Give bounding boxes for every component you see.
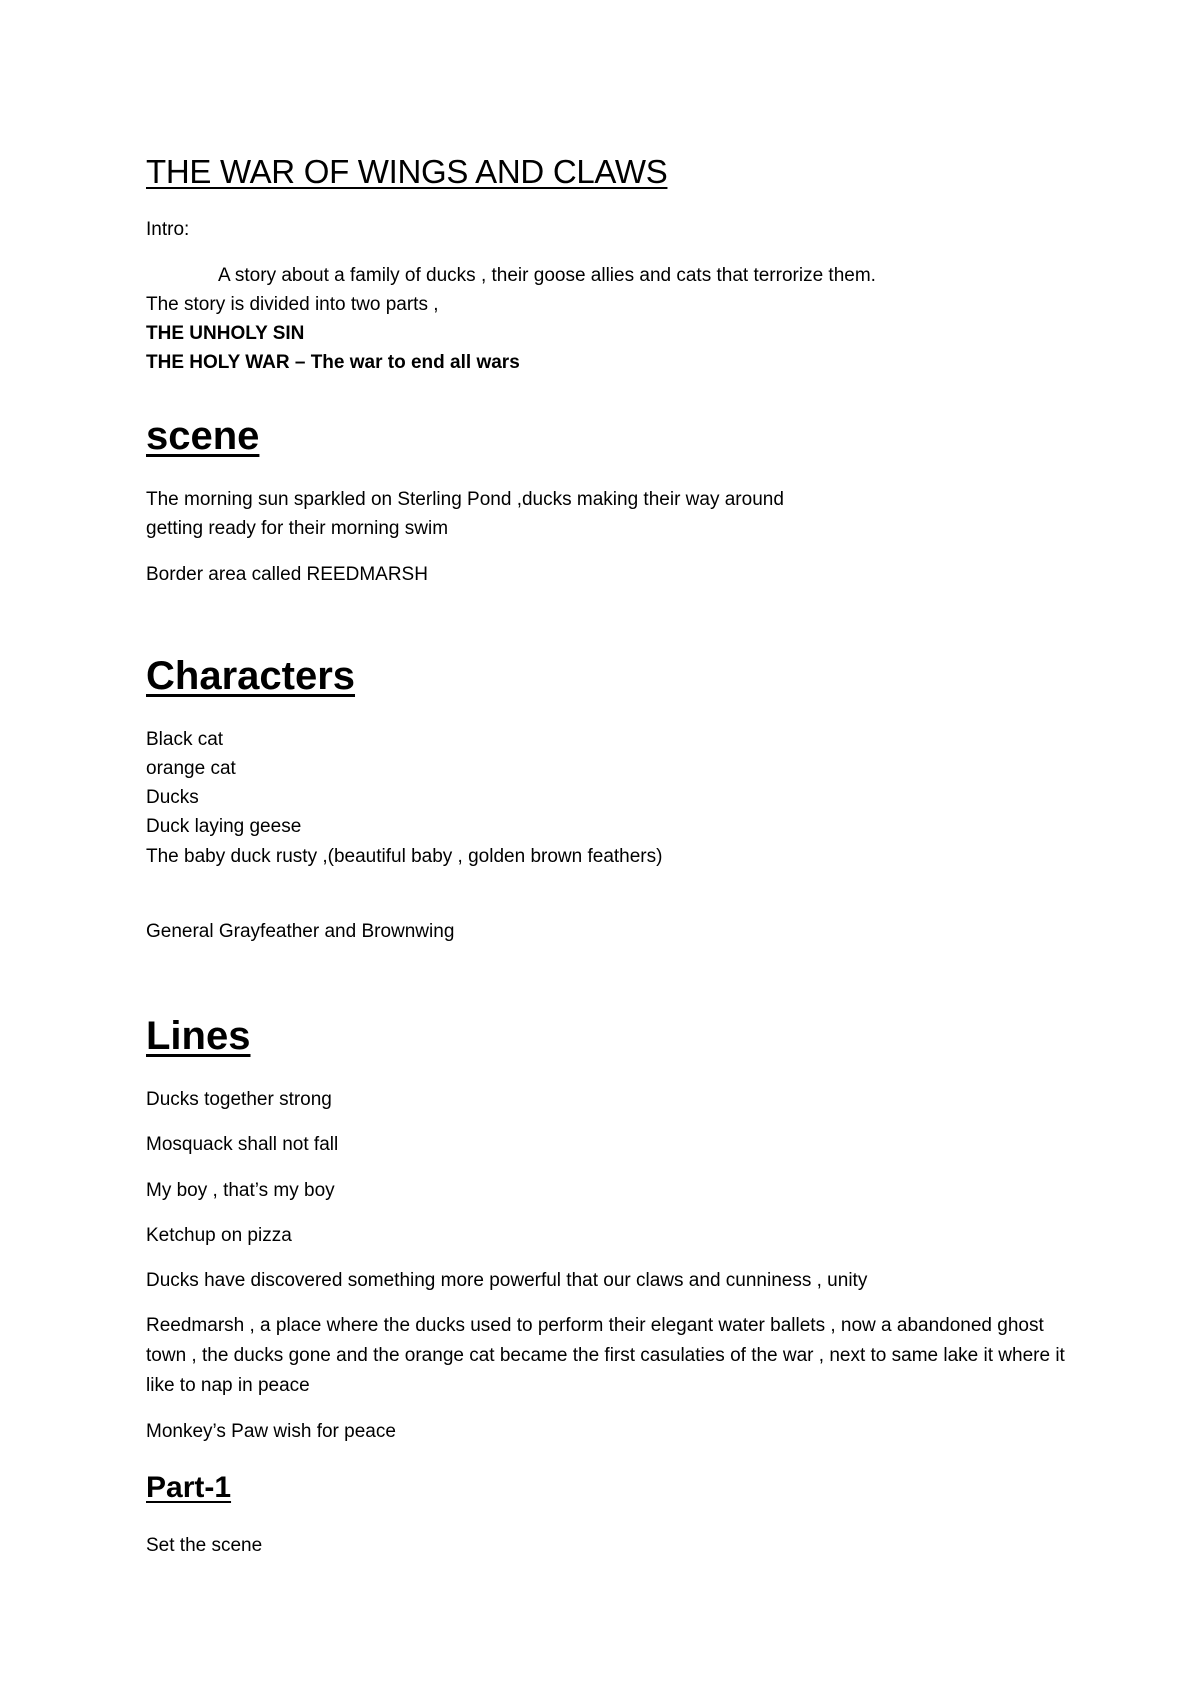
part-1-text: Set the scene bbox=[146, 1535, 263, 1556]
line-item: Mosquack shall not fall bbox=[146, 1134, 339, 1155]
character-item: Ducks bbox=[146, 787, 199, 808]
part-1-heading: Part-1 bbox=[146, 1471, 232, 1504]
scene-line: getting ready for their morning swim bbox=[146, 518, 449, 539]
line-item: Monkey’s Paw wish for peace bbox=[146, 1421, 396, 1442]
line-item: Ketchup on pizza bbox=[146, 1225, 292, 1246]
scene-border: Border area called REEDMARSH bbox=[146, 564, 428, 585]
character-item: The baby duck rusty ,(beautiful baby , golden brown feathers) bbox=[146, 846, 663, 867]
character-item: orange cat bbox=[146, 758, 236, 779]
intro-divided: The story is divided into two parts , bbox=[146, 294, 439, 315]
part-one-title: THE UNHOLY SIN bbox=[146, 323, 305, 344]
scene-heading: scene bbox=[146, 414, 260, 458]
line-item: My boy , that’s my boy bbox=[146, 1180, 335, 1201]
scene-line: The morning sun sparkled on Sterling Pond ,ducks making their way around bbox=[146, 489, 784, 510]
character-generals: General Grayfeather and Brownwing bbox=[146, 921, 455, 942]
intro-label: Intro: bbox=[146, 219, 190, 240]
document-title: THE WAR OF WINGS AND CLAWS bbox=[146, 153, 668, 190]
line-item: Ducks have discovered something more powerful that our claws and cunniness , unity bbox=[146, 1270, 868, 1291]
lines-heading: Lines bbox=[146, 1014, 251, 1058]
line-item: Reedmarsh , a place where the ducks used to perform their elegant water ballets , now a abandoned ghost town , the ducks gone and the orange cat became the first casulaties of the war , next to same lake it where it like to nap in peace bbox=[146, 1315, 1065, 1396]
intro-summary: A story about a family of ducks , their goose allies and cats that terrorize them. bbox=[218, 265, 876, 286]
character-item: Black cat bbox=[146, 729, 224, 750]
characters-heading: Characters bbox=[146, 654, 356, 698]
line-item: Ducks together strong bbox=[146, 1089, 332, 1110]
part-two-title: THE HOLY WAR – The war to end all wars bbox=[146, 352, 520, 373]
character-item: Duck laying geese bbox=[146, 816, 302, 837]
